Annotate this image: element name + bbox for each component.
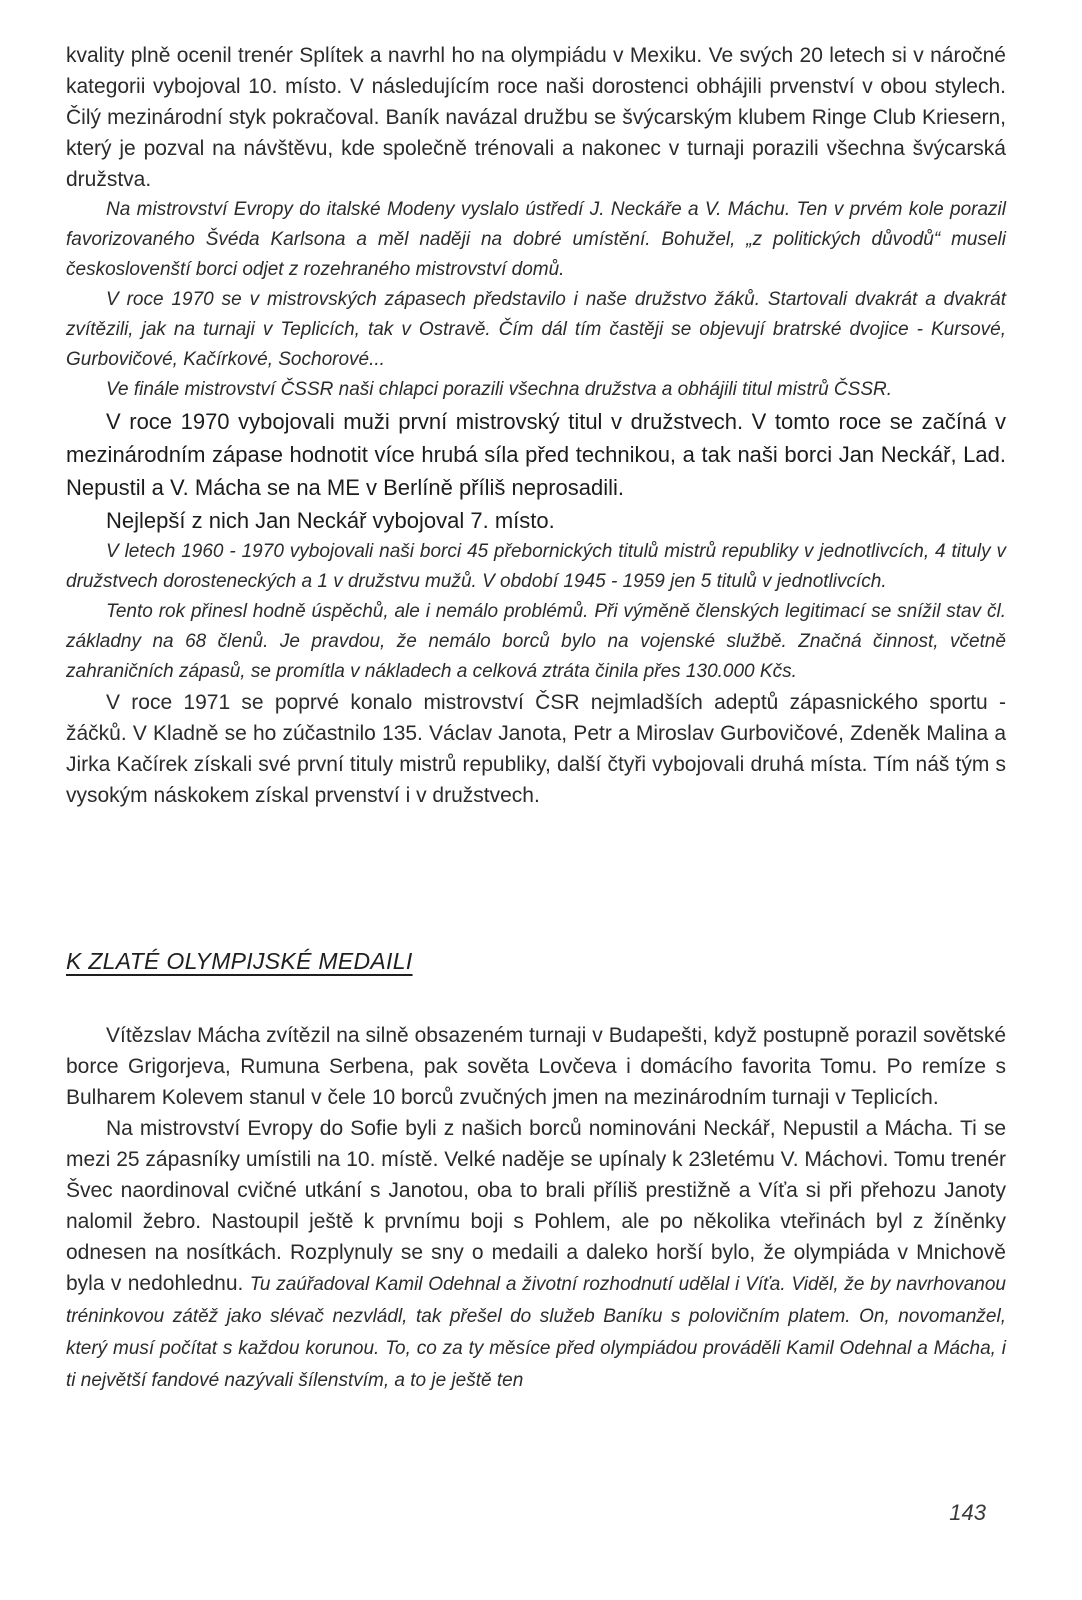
page-body [66, 40, 1006, 811]
paragraph [66, 1113, 1006, 1396]
paragraph-italic: V letech 1960 - 1970 vybojovali naši borci 45 přebornických titulů mistrů republiky v jednotlivcích, 4 tituly v družstvech dorosteneckých a 1 v družstvu mužů. V období 1945 - 1959 jen 5 titulů v jednotlivcích. [66, 541, 1006, 592]
paragraph: V roce 1971 se poprvé konalo mistrovství ČSR nejmladších adeptů zápasnického sportu - žáčků. V Kladně se ho zúčastnilo 135. Václav Janota, Petr a Miroslav Gurbovičové, Zdeněk Malina a Jirka Kačírek získali své první tituly mistrů republiky, další čtyři vybojovali druhá místa. Tím náš tým s vysokým náskokem získal prvenství i v družstvech. [66, 691, 1006, 807]
paragraph-emphasis: V roce 1970 vybojovali muži první mistrovský titul v družstvech. V tomto roce se začíná v mezinárodním zápase hodnotit více hrubá síla před technikou, a tak naši borci Jan Neckář, Lad. Nepustil a V. Mácha se na ME v Berlíně příliš neprosadili. [66, 409, 1006, 500]
paragraph-emphasis: Nejlepší z nich Jan Neckář vybojoval 7. místo. [106, 508, 555, 533]
section-body [66, 1020, 1006, 1396]
paragraph-italic: Tento rok přinesl hodně úspěchů, ale i nemálo problémů. Při výměně členských legitimací se snížil stav čl. základny na 68 členů. Je pravdou, že nemálo borců bylo na vojenské službě. Značná činnost, včetně zahraničních zápasů, se promítla v nákladech a celková ztráta činila přes 130.000 Kčs. [66, 601, 1006, 682]
page-number: 143 [949, 1500, 986, 1525]
paragraph: Vítězslav Mácha zvítězil na silně obsazeném turnaji v Budapešti, když postupně porazil sovětské borce Grigorjeva, Rumuna Serbena, pak sověta Lovčeva i domácího favorita Tomu. Po remíze s Bulharem Kolevem stanul v čele 10 borců zvučných jmen na mezinárodním turnaji v Teplicích. [66, 1024, 1006, 1109]
paragraph: kvality plně ocenil trenér Splítek a navrhl ho na olympiádu v Mexiku. Ve svých 20 letech si v náročné kategorii vybojoval 10. místo. V následujícím roce naši dorostenci obhájili prvenství v obou stylech. Čilý mezinárodní styk pokračoval. Baník navázal družbu se švýcarským klubem Ringe Club Kriesern, který je pozval na návštěvu, kde společně trénovali a nakonec v turnaji porazili všechna švýcarská družstva. [66, 44, 1006, 191]
paragraph-italic-tail: Tu zaúřadoval Kamil Odehnal a životní rozhodnutí udělal i Víťa. Viděl, že by navrhovanou tréninkovou zátěž jako slévač nezvládl, tak přešel do služeb Baníku s polovičním platem. On, novomanžel, který musí počítat s každou korunou. To, co za ty měsíce před olympiádou prováděli Kamil Odehnal a Mácha, i ti největší fandové nazývali šílenstvím, a to je ještě ten [66, 1274, 1006, 1391]
paragraph-italic: Na mistrovství Evropy do italské Modeny vyslalo ústředí J. Neckáře a V. Máchu. Ten v prvém kole porazil favorizovaného Švéda Karlsona a měl naději na dobré umístění. Bohužel, „z politických důvodů“ museli českoslovenští borci odjet z rozehraného mistrovství domů. [66, 199, 1006, 280]
paragraph-italic: V roce 1970 se v mistrovských zápasech představilo i naše družstvo žáků. Startovali dvakrát a dvakrát zvítězili, jak na turnaji v Teplicích, tak v Ostravě. Čím dál tím častěji se objevují bratrské dvojice - Kursové, Gurbovičové, Kačírkové, Sochorové... [66, 289, 1006, 370]
paragraph-text: Na mistrovství Evropy do Sofie byli z našich borců nominováni Neckář, Nepustil a Mácha. Ti se mezi 25 zápasníky umístili na 10. místě. Velké naděje se upínaly k 23letému V. Máchovi. Tomu trenér Švec naordinoval cvičné utkání s Janotou, oba to brali příliš prestižně a Víťa si při přehozu Janoty nalomil žebro. Nastoupil ještě k prvnímu boji s Pohlem, ale po několika vteřinách byl z žíněnky odnesen na nosítkách. Rozplynuly se sny o medaili a daleko horší bylo, že olympiáda v Mnichově byla v nedohlednu. [66, 1117, 1006, 1295]
section-heading: K ZLATÉ OLYMPIJSKÉ MEDAILI [66, 948, 413, 974]
paragraph-italic: Ve finále mistrovství ČSSR naši chlapci porazili všechna družstva a obhájili titul mistrů ČSSR. [106, 379, 892, 400]
